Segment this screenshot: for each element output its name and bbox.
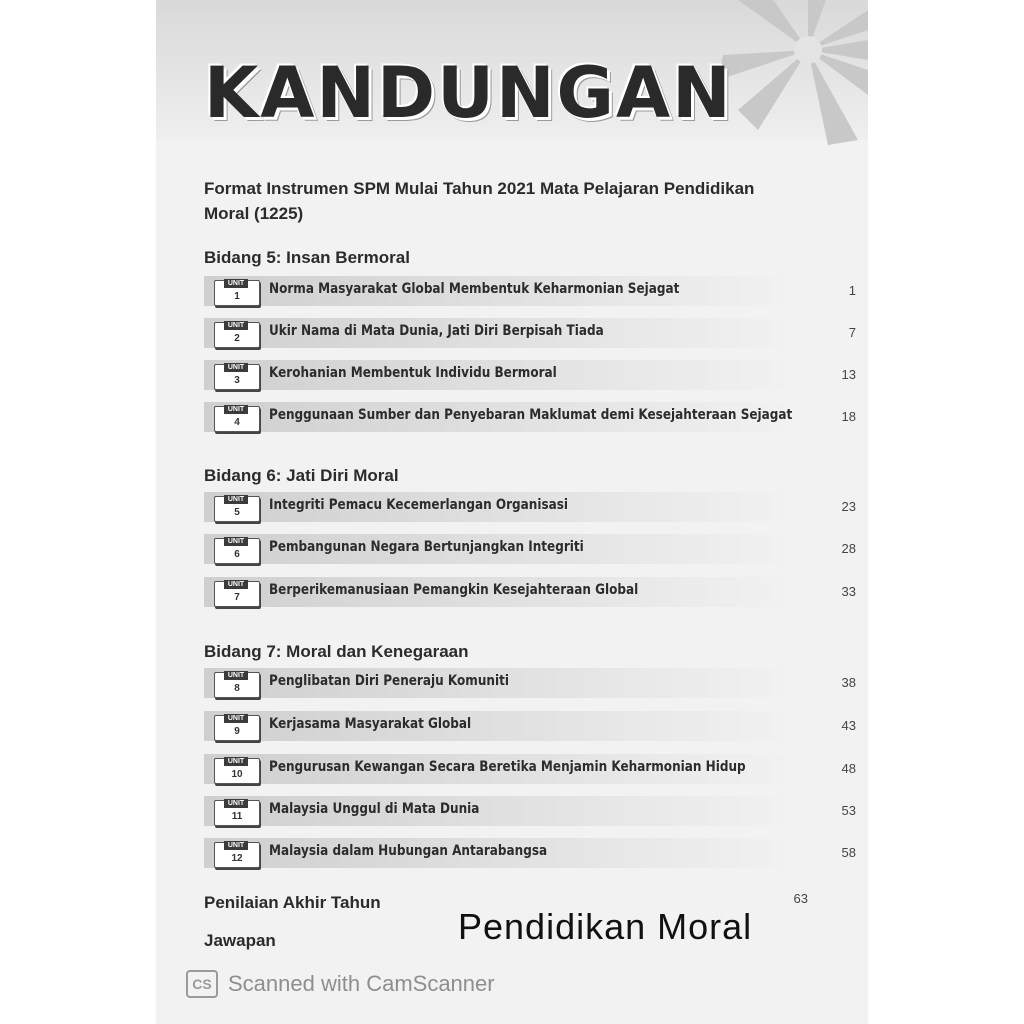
unit-label: UNIT (224, 405, 248, 414)
unit-number: 12 (231, 853, 243, 864)
page-number: 58 (841, 845, 856, 860)
page-number: 43 (841, 718, 856, 733)
toc-unit-row[interactable] (204, 360, 856, 390)
unit-badge (214, 715, 260, 741)
unit-label: UNIT (224, 321, 248, 330)
unit-label: UNIT (224, 671, 248, 680)
unit-number: 4 (234, 417, 240, 428)
unit-label: UNIT (224, 841, 248, 850)
unit-label: UNIT (224, 279, 248, 288)
unit-badge (214, 538, 260, 564)
toc-end-item[interactable]: Penilaian Akhir Tahun (204, 893, 381, 912)
unit-label: UNIT (224, 495, 248, 504)
unit-badge (214, 496, 260, 522)
page-number: 1 (848, 283, 856, 298)
unit-title: Kerohanian Membentuk Individu Bermoral (269, 365, 557, 381)
instrument-format-entry: Format Instrumen SPM Mulai Tahun 2021 Mata Pelajaran Pendidikan Moral (1225) (204, 179, 755, 223)
toc-unit-row[interactable] (204, 754, 856, 784)
page-number: 18 (841, 409, 856, 424)
cs-logo-icon: CS (186, 970, 218, 998)
unit-title: Integriti Pemacu Kecemerlangan Organisasi (269, 497, 569, 513)
unit-number: 8 (234, 683, 240, 694)
page-number: 48 (841, 761, 856, 776)
page-title: KANDUNGAN (204, 52, 733, 134)
unit-title: Pembangunan Negara Bertunjangkan Integriti (269, 539, 584, 555)
toc-unit-row[interactable] (204, 838, 856, 868)
unit-number: 10 (231, 769, 243, 780)
toc-unit-row[interactable] (204, 534, 856, 564)
unit-number: 11 (231, 811, 243, 822)
unit-label: UNIT (224, 537, 248, 546)
book-page (156, 0, 868, 1024)
scanner-badge-text: Scanned with CamScanner (228, 971, 495, 996)
page-number: 23 (841, 499, 856, 514)
unit-title: Penglibatan Diri Peneraju Komuniti (269, 673, 509, 689)
unit-title: Kerjasama Masyarakat Global (269, 716, 472, 732)
unit-badge (214, 842, 260, 868)
page-number: 53 (841, 803, 856, 818)
toc-unit-row[interactable] (204, 318, 856, 348)
unit-badge (214, 364, 260, 390)
unit-label: UNIT (224, 363, 248, 372)
unit-badge (214, 280, 260, 306)
unit-title: Berperikemanusiaan Pemangkin Kesejahteraan Global (269, 582, 639, 598)
toc-unit-row[interactable] (204, 402, 856, 432)
unit-number: 3 (234, 375, 240, 386)
page-number: 63 (793, 891, 808, 906)
unit-number: 6 (234, 549, 240, 560)
page-number: 33 (841, 584, 856, 599)
unit-badge (214, 322, 260, 348)
unit-number: 5 (234, 507, 240, 518)
toc-unit-row[interactable] (204, 577, 856, 607)
unit-label: UNIT (224, 580, 248, 589)
unit-badge (214, 672, 260, 698)
unit-badge (214, 406, 260, 432)
unit-badge (214, 758, 260, 784)
unit-badge (214, 800, 260, 826)
section-heading: Bidang 5: Insan Bermoral (204, 248, 410, 267)
unit-title: Malaysia Unggul di Mata Dunia (269, 801, 480, 817)
scanner-badge (186, 968, 495, 1000)
unit-badge (214, 581, 260, 607)
unit-title: Norma Masyarakat Global Membentuk Keharmonian Sejagat (269, 281, 680, 297)
section-heading: Bidang 6: Jati Diri Moral (204, 466, 399, 485)
watermark-text: Pendidikan Moral (458, 906, 753, 947)
unit-number: 9 (234, 726, 240, 737)
unit-label: UNIT (224, 757, 248, 766)
page-number: 13 (841, 367, 856, 382)
unit-label: UNIT (224, 714, 248, 723)
toc-end-item[interactable]: Jawapan (204, 931, 276, 950)
toc-unit-row[interactable] (204, 711, 856, 741)
toc-unit-row[interactable] (204, 276, 856, 306)
unit-title: Ukir Nama di Mata Dunia, Jati Diri Berpisah Tiada (269, 323, 604, 339)
section-heading: Bidang 7: Moral dan Kenegaraan (204, 642, 469, 661)
page-number: 28 (841, 541, 856, 556)
unit-label: UNIT (224, 799, 248, 808)
toc-unit-row[interactable] (204, 668, 856, 698)
page-number: 7 (848, 325, 856, 340)
unit-number: 7 (234, 592, 240, 603)
unit-number: 2 (234, 333, 240, 344)
unit-title: Malaysia dalam Hubungan Antarabangsa (269, 843, 548, 859)
page-number: 38 (841, 675, 856, 690)
unit-title: Pengurusan Kewangan Secara Beretika Menjamin Keharmonian Hidup (269, 759, 746, 775)
toc-unit-row[interactable] (204, 796, 856, 826)
unit-number: 1 (234, 291, 240, 302)
toc-unit-row[interactable] (204, 492, 856, 522)
unit-title: Penggunaan Sumber dan Penyebaran Maklumat demi Kesejahteraan Sejagat (269, 407, 793, 423)
